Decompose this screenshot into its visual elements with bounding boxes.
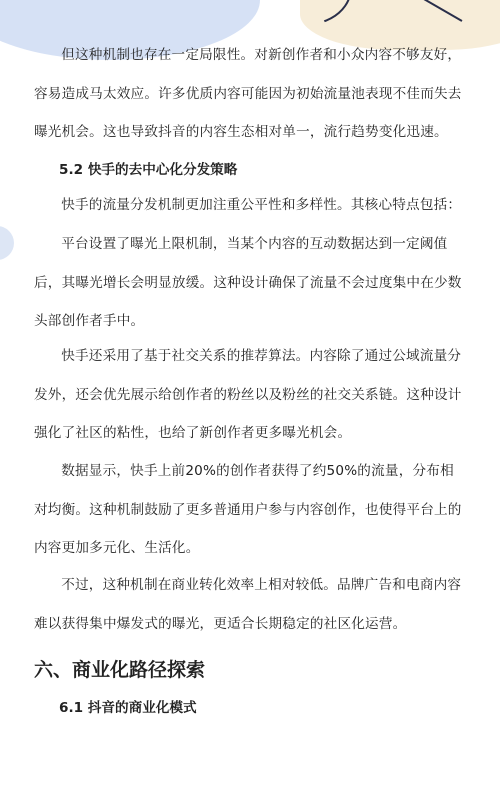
paragraph-exposure-cap: 平台设置了曝光上限机制，当某个内容的互动数据达到一定阈值后，其曝光增长会明显放缓。这种设计确保了流量不会过度集中在少数头部创作者手中。 <box>34 236 462 329</box>
paragraph-kuaishou-intro: 快手的流量分发机制更加注重公平性和多样性。其核心特点包括： <box>61 197 462 213</box>
paragraph-traffic-data: 数据显示，快手上前20%的创作者获得了约50%的流量，分布相对均衡。这种机制鼓励了更多普通用户参与内容创作，也使得平台上的内容更加多元化、生活化。 <box>34 463 462 556</box>
subsection-heading-5-2: 5.2 快手的去中心化分发策略 <box>59 162 238 178</box>
section-heading-6: 六、商业化路径探索 <box>34 659 206 681</box>
paragraph-social-algorithm: 快手还采用了基于社交关系的推荐算法。内容除了通过公域流量分发外，还会优先展示给创作者的粉丝以及粉丝的社交关系链。这种设计强化了社区的粘性，也给了新创作者更多曝光机会。 <box>34 348 462 441</box>
subsection-heading-6-1: 6.1 抖音的商业化模式 <box>59 700 197 716</box>
paragraph-commercial-efficiency: 不过，这种机制在商业转化效率上相对较低。品牌广告和电商内容难以获得集中爆发式的曝光，更适合长期稳定的社区化运营。 <box>34 577 462 632</box>
paragraph-douyin-limitations: 但这种机制也存在一定局限性。对新创作者和小众内容不够友好，容易造成马太效应。许多优质内容可能因为初始流量池表现不佳而失去曝光机会。这也导致抖音的内容生态相对单一，流行趋势变化迅速。 <box>34 47 462 140</box>
